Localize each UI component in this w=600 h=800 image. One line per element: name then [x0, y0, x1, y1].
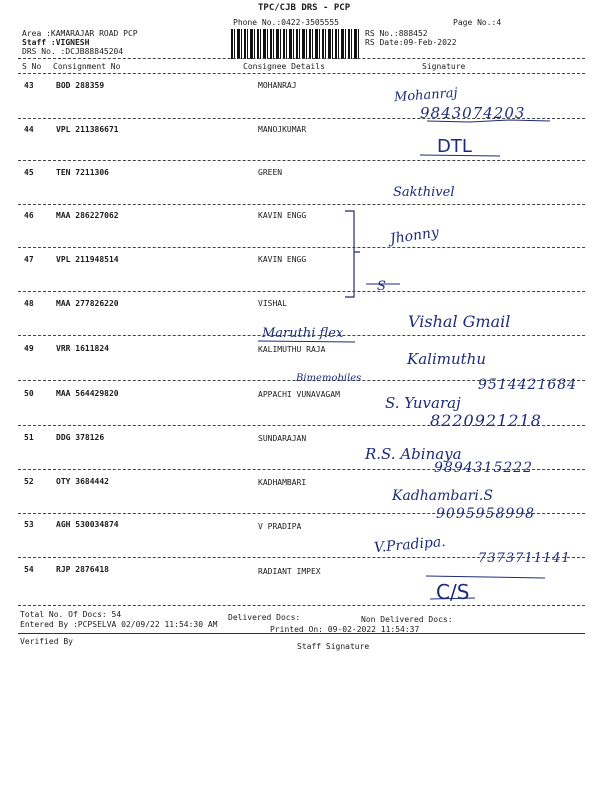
row-45-sno: 45 — [24, 168, 34, 177]
signature-43-name: Mohanraj — [393, 85, 459, 106]
underline-mark — [426, 576, 545, 578]
printed-on: Printed On: 09-02-2022 11:54:37 — [270, 625, 420, 634]
row-48-consignee: VISHAL — [258, 299, 287, 308]
signature-46: Jhonny — [389, 224, 440, 248]
signature-43-phone: 9843074203 — [420, 104, 526, 122]
row-46-consignment: MAA 286227062 — [56, 211, 119, 220]
staff-label: Staff :VIGNESH — [22, 38, 90, 47]
total-docs: Total No. Of Docs: 54 — [20, 610, 122, 619]
signature-53-name: V.Pradipa. — [373, 533, 447, 557]
row-51-consignee: SUNDARAJAN — [258, 434, 307, 443]
signature-52-phone: 9095958998 — [436, 506, 536, 522]
row-47-consignee: KAVIN ENGG — [258, 255, 307, 264]
drs-number: DRS No. :DCJB88845204 — [22, 47, 124, 56]
row-52-consignment: OTY 3684442 — [56, 477, 109, 486]
row-51-sno: 51 — [24, 433, 34, 442]
underline-mark — [427, 120, 550, 122]
row-50-sno: 50 — [24, 389, 34, 398]
row-52-consignee: KADHAMBARI — [258, 478, 307, 487]
row-49-consignment: VRR 1611824 — [56, 344, 109, 353]
column-header-sno: S No — [22, 62, 42, 71]
column-header-consignment: Consignment No — [53, 62, 121, 71]
row-54-sno: 54 — [24, 565, 34, 574]
row-49-consignee: KALIMUTHU RAJA — [258, 345, 326, 354]
signature-44: DTL — [437, 136, 472, 157]
row-53-sno: 53 — [24, 520, 34, 529]
row-44-consignee: MANOJKUMAR — [258, 125, 307, 134]
footer-divider — [18, 633, 585, 634]
non-delivered-docs: Non Delivered Docs: — [361, 615, 453, 624]
row-54-consignee: RADIANT IMPEX — [258, 567, 321, 576]
phone-number: Phone No.:0422-3505555 — [233, 18, 339, 27]
delivered-docs: Delivered Docs: — [228, 613, 301, 622]
sheet-title: TPC/CJB DRS - PCP — [258, 3, 351, 13]
signature-51-name: R.S. Abinaya — [365, 445, 462, 463]
row-50-consignee: APPACHI VUNAVAGAM — [258, 390, 340, 399]
row-43-consignment: BOD 288359 — [56, 81, 105, 90]
rs-date: RS Date:09-Feb-2022 — [365, 38, 457, 47]
signature-52-name: Kadhambari.S — [392, 488, 493, 504]
verified-by: Verified By — [20, 637, 73, 646]
row-52-sno: 52 — [24, 477, 34, 486]
row-49-sno: 49 — [24, 344, 34, 353]
row-45-consignment: TEN 7211306 — [56, 168, 109, 177]
underline-mark — [430, 598, 475, 599]
signature-45: Sakthivel — [393, 185, 455, 200]
signature-47: S — [377, 279, 386, 294]
row-44-sno: 44 — [24, 125, 34, 134]
row-50-consignment: MAA 564429820 — [56, 389, 119, 398]
column-header-consignee: Consignee Details — [243, 62, 325, 71]
page-number: Page No.:4 — [453, 18, 502, 27]
row-43-sno: 43 — [24, 81, 34, 90]
underline-mark — [258, 341, 355, 342]
row-43-consignee: MOHANRAJ — [258, 81, 297, 90]
signature-54: C/S — [436, 580, 470, 604]
signature-49-note: Maruthi flex — [262, 326, 344, 341]
row-51-consignment: DDG 378126 — [56, 433, 105, 442]
row-53-consignment: AGH 530034874 — [56, 520, 119, 529]
signature-48: Vishal Gmail — [408, 312, 511, 331]
underline-mark — [420, 155, 500, 156]
signature-51-phone: 9894315222 — [434, 460, 534, 476]
row-48-consignment: MAA 277826220 — [56, 299, 119, 308]
row-48-sno: 48 — [24, 299, 34, 308]
bracket-mark — [345, 211, 360, 297]
row-44-consignment: VPL 211386671 — [56, 125, 119, 134]
signature-53-phone: 7373711141 — [478, 551, 571, 566]
rs-number: RS No.:888452 — [365, 29, 428, 38]
staff-signature-label: Staff Signature — [297, 642, 370, 651]
row-45-consignee: GREEN — [258, 168, 283, 177]
signature-50: S. Yuvaraj — [385, 394, 461, 412]
area-label: Area :KAMARAJAR ROAD PCP — [22, 29, 138, 38]
signature-50-phone-2: 8220921218 — [430, 411, 542, 430]
row-46-sno: 46 — [24, 211, 34, 220]
row-47-sno: 47 — [24, 255, 34, 264]
row-46-consignee: KAVIN ENGG — [258, 211, 307, 220]
signature-50-note: Bimemobiles — [296, 373, 362, 384]
column-header-signature: Signature — [422, 62, 466, 71]
row-54-consignment: RJP 2876418 — [56, 565, 109, 574]
row-47-consignment: VPL 211948514 — [56, 255, 119, 264]
signature-49: Kalimuthu — [407, 350, 486, 368]
row-53-consignee: V PRADIPA — [258, 522, 302, 531]
entered-by: Entered By :PCPSELVA 02/09/22 11:54:30 AM — [20, 620, 218, 629]
signature-50-phone-1: 9514421684 — [478, 377, 578, 393]
